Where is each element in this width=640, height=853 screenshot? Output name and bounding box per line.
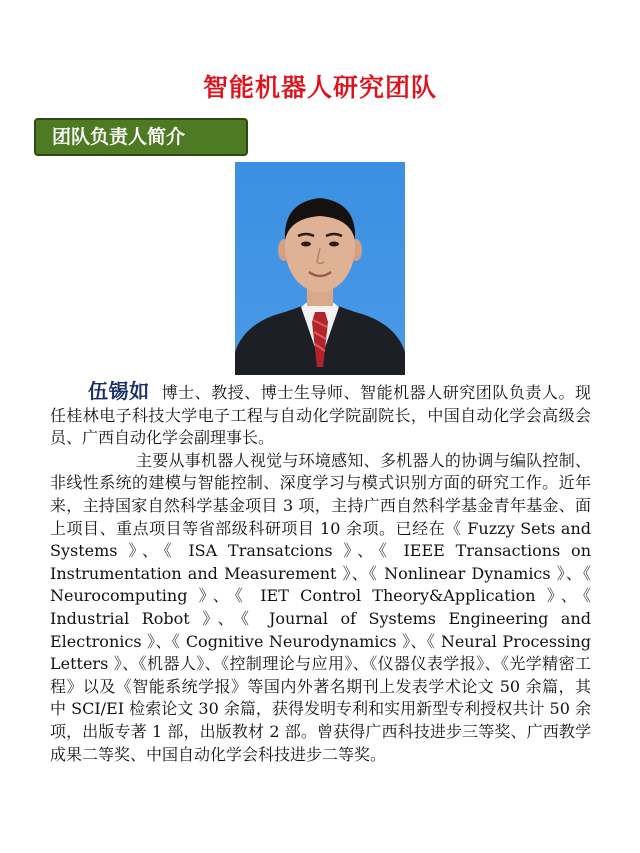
- section-heading: 团队负责人简介: [34, 118, 248, 156]
- page-title: 智能机器人研究团队: [202, 73, 437, 102]
- bio-research: 主要从事机器人视觉与环境感知、多机器人的协调与编队控制、非线性系统的建模与智能控制、深度学习与模式识别方面的研究工作。近年来，主持国家自然科学基金项目 3 项，主持广西自然科学基金青年基金、面上项目、重点项目等省部级科研项目 10 余项。已经在《 Fuzzy Sets and Systems 》、《 ISA Transatcions 》、《 IEEE Transactions on Instrumentation and Measurement 》、《 Nonlinear Dynamics 》、《 Neurocomputing 》、《 IET Control Theory&Application 》、《 Industrial Robot 》、《 Journal of Systems Engineering and Electronics 》、《 Cognitive Neurodynamics 》、《 Neural Processing Letters 》、《机器人》、《控制理论与应用》、《仪器仪表学报》、《光学精密工程》以及《智能系统学报》等国内外著名期刊上发表学术论文 50 余篇，其中 SCI/EI 检索论文 30 余篇，获得发明专利和实用新型专利授权共计 50 余项，出版专著 1 部，出版教材 2 部。曾获得广西科技进步三等奖、广西教学成果二等奖、中国自动化学会科技进步二等奖。: [50, 450, 591, 764]
- bio-intro: 博士、教授、博士生导师、智能机器人研究团队负责人。现任桂林电子科技大学电子工程与自动化学院副院长，中国自动化学会高级会员、广西自动化学会副理事长。: [50, 383, 591, 448]
- bio-intro-paragraph: [50, 380, 591, 450]
- portrait-photo: [235, 162, 405, 375]
- bio-text: [50, 380, 591, 766]
- leader-name: 伍锡如: [88, 379, 150, 403]
